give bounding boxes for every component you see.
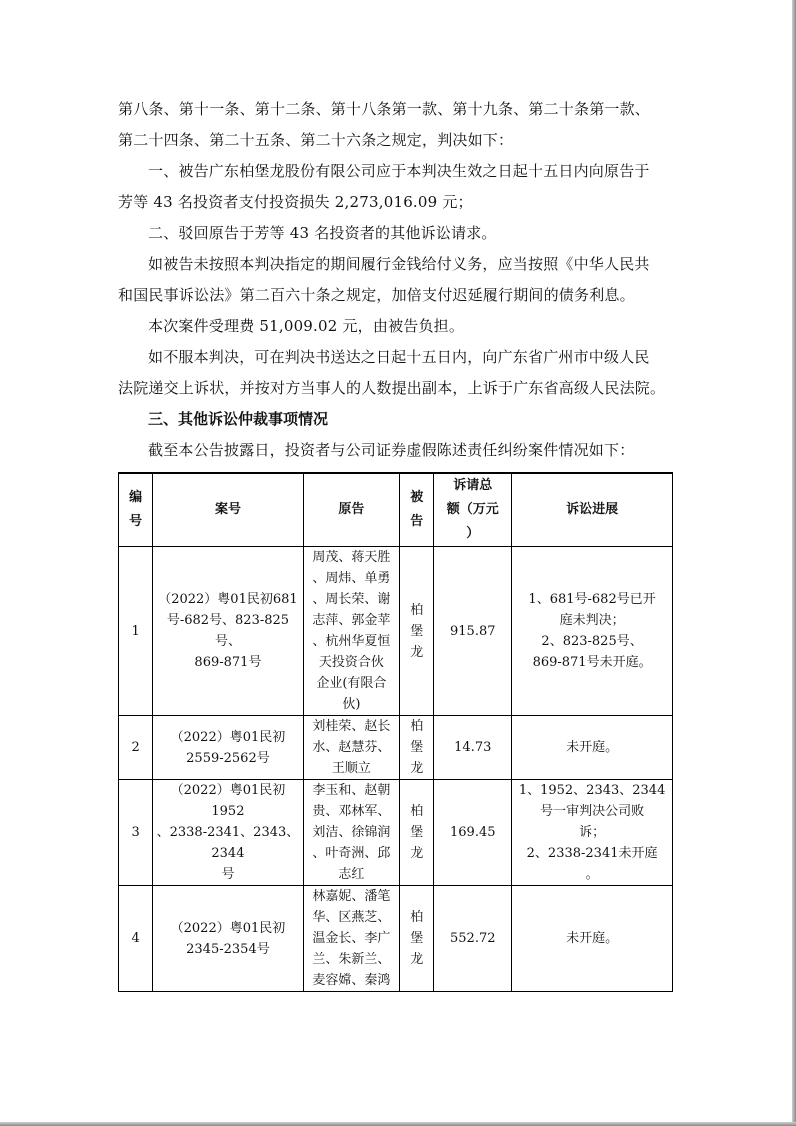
header-amount: 诉请总 额（万元 ） xyxy=(434,473,512,547)
cell-amount: 552.72 xyxy=(434,886,512,992)
table-row xyxy=(119,780,673,886)
paragraph-line: 法院递交上诉状，并按对方当事人的人数提出副本，上诉于广东省高级人民法院。 xyxy=(118,379,666,397)
table-row xyxy=(119,547,673,716)
cell-progress: 1、1952、2343、2344 号一审判决公司败 诉； 2、2338-2341未开庭 。 xyxy=(512,780,673,886)
paragraph-line: 和国民事诉讼法》第二百六十条之规定，加倍支付迟延履行期间的债务利息。 xyxy=(118,286,635,304)
table-header-row xyxy=(119,473,673,547)
cell-no: 4 xyxy=(119,886,153,992)
cell-no: 1 xyxy=(119,547,153,716)
cell-defendant: 柏 堡 龙 xyxy=(400,547,434,716)
section-heading: 三、其他诉讼仲裁事项情况 xyxy=(148,410,329,428)
cell-case-no: （2022）粤01民初 2345-2354号 xyxy=(153,886,303,992)
cell-case-no: （2022）粤01民初681 号-682号、823-825号、 869-871号 xyxy=(153,547,303,716)
header-defendant: 被 告 xyxy=(400,473,434,547)
paragraph-line: 如不服本判决，可在判决书送达之日起十五日内，向广东省广州市中级人民 xyxy=(148,348,650,366)
litigation-table xyxy=(118,472,673,992)
paragraph-line: 截至本公告披露日，投资者与公司证券虚假陈述责任纠纷案件情况如下： xyxy=(148,441,635,459)
cell-progress: 未开庭。 xyxy=(512,886,673,992)
cell-progress: 1、681号-682号已开 庭未判决； 2、823-825号、 869-871号未开庭。 xyxy=(512,547,673,716)
cell-amount: 14.73 xyxy=(434,716,512,780)
paragraph-line: 芳等 43 名投资者支付投资损失 2,273,016.09 元； xyxy=(118,193,473,211)
header-no: 编 号 xyxy=(119,473,153,547)
paragraph-line: 一、被告广东柏堡龙股份有限公司应于本判决生效之日起十五日内向原告于 xyxy=(148,162,650,180)
cell-no: 3 xyxy=(119,780,153,886)
cell-plaintiff: 刘桂荣、赵长 水、赵慧芬、 王顺立 xyxy=(303,716,399,780)
paragraph-line: 第二十四条、第二十五条、第二十六条之规定，判决如下： xyxy=(118,131,514,149)
cell-case-no: （2022）粤01民初 2559-2562号 xyxy=(153,716,303,780)
paragraph-line: 第八条、第十一条、第十二条、第十八条第一款、第十九条、第二十条第一款、 xyxy=(118,100,651,118)
table-row xyxy=(119,716,673,780)
header-progress: 诉讼进展 xyxy=(512,473,673,547)
header-case-no: 案号 xyxy=(153,473,303,547)
cell-defendant: 柏 堡 龙 xyxy=(400,716,434,780)
cell-defendant: 柏 堡 龙 xyxy=(400,886,434,992)
cell-case-no: （2022）粤01民初1952 、2338-2341、2343、2344 号 xyxy=(153,780,303,886)
cell-plaintiff: 林嘉妮、潘笔 华、区燕芝、 温金长、李广 兰、朱新兰、 麦容嫦、秦鸿 xyxy=(303,886,399,992)
cell-no: 2 xyxy=(119,716,153,780)
header-plaintiff: 原告 xyxy=(303,473,399,547)
document-body xyxy=(118,94,678,992)
cell-amount: 915.87 xyxy=(434,547,512,716)
table-row xyxy=(119,886,673,992)
page-edge-shadow-bottom xyxy=(0,1122,796,1126)
paragraph-line: 二、驳回原告于芳等 43 名投资者的其他诉讼请求。 xyxy=(148,224,497,242)
paragraph-line: 如被告未按照本判决指定的期间履行金钱给付义务，应当按照《中华人民共 xyxy=(148,255,650,273)
cell-progress: 未开庭。 xyxy=(512,716,673,780)
page-edge-shadow xyxy=(792,0,796,1126)
paragraph-line: 本次案件受理费 51,009.02 元，由被告负担。 xyxy=(148,317,465,335)
cell-amount: 169.45 xyxy=(434,780,512,886)
cell-plaintiff: 李玉和、赵朝 贵、邓林军、 刘洁、徐锦润 、叶奇洲、邱 志红 xyxy=(303,780,399,886)
cell-defendant: 柏 堡 龙 xyxy=(400,780,434,886)
cell-plaintiff: 周茂、蒋天胜 、周炜、单勇 、周长荣、谢 志萍、郭金苹 、杭州华夏恒 天投资合伙 企业(有限合 伙) xyxy=(303,547,399,716)
